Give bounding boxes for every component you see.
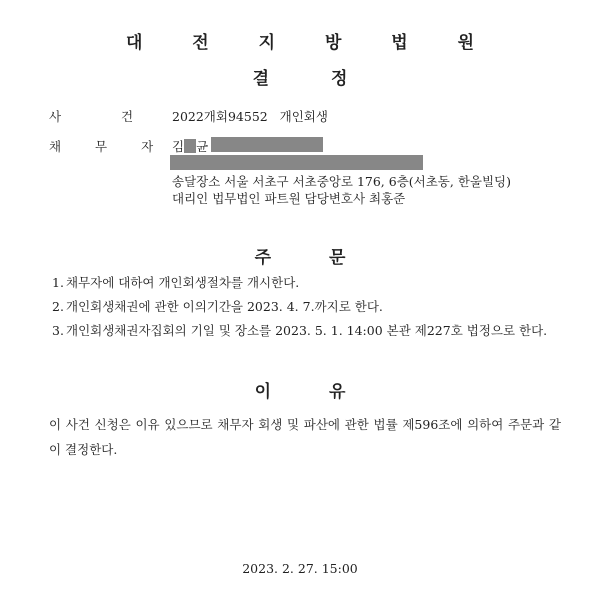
debtor-name-suffix: 균 <box>196 139 209 154</box>
order-item-number: 3. <box>52 323 64 338</box>
order-item-text: 개인회생채권에 관한 이의기간을 2023. 4. 7.까지로 한다. <box>66 299 383 314</box>
decision-title: 결 정 <box>252 69 348 89</box>
case-type: 개인회생 <box>279 109 328 124</box>
court-name: 대 전 지 방 법 원 <box>125 33 497 53</box>
case-label: 사 건 <box>49 109 134 124</box>
order-item-1 <box>52 271 560 295</box>
order-item-2 <box>52 295 560 319</box>
decision-datetime: 2023. 2. 27. 15:00 <box>242 561 358 576</box>
debtor-label: 채 무 자 <box>49 139 154 154</box>
redaction-id-number <box>211 137 323 152</box>
case-info <box>172 107 328 125</box>
order-item-text: 개인회생채권자집회의 기일 및 장소를 2023. 5. 1. 14:00 본관 제227호 법정으로 한다. <box>66 323 548 338</box>
redaction-name-middle <box>184 139 196 153</box>
order-item-number: 1. <box>52 275 64 290</box>
debtor-service-address: 송달장소 서울 서초구 서초중앙로 176, 6층(서초동, 한울빌딩) <box>172 174 512 189</box>
redaction-address <box>170 155 423 170</box>
reason-text: 이 사건 신청은 이유 있으므로 채무자 회생 및 파산에 관한 법률 제596조에 의하여 주문과 같이 결정한다. <box>49 417 561 457</box>
debtor-name-prefix: 김 <box>172 139 185 154</box>
order-item-3 <box>52 319 560 343</box>
debtor-name <box>172 137 208 155</box>
case-number: 2022개회94552 <box>172 109 268 124</box>
reason-heading: 이 유 <box>254 382 346 402</box>
order-item-number: 2. <box>52 299 64 314</box>
debtor-representative: 대리인 법무법인 파트원 담당변호사 최홍준 <box>172 191 406 206</box>
order-item-text: 채무자에 대하여 개인회생절차를 개시한다. <box>66 275 300 290</box>
order-heading: 주 문 <box>254 248 346 268</box>
